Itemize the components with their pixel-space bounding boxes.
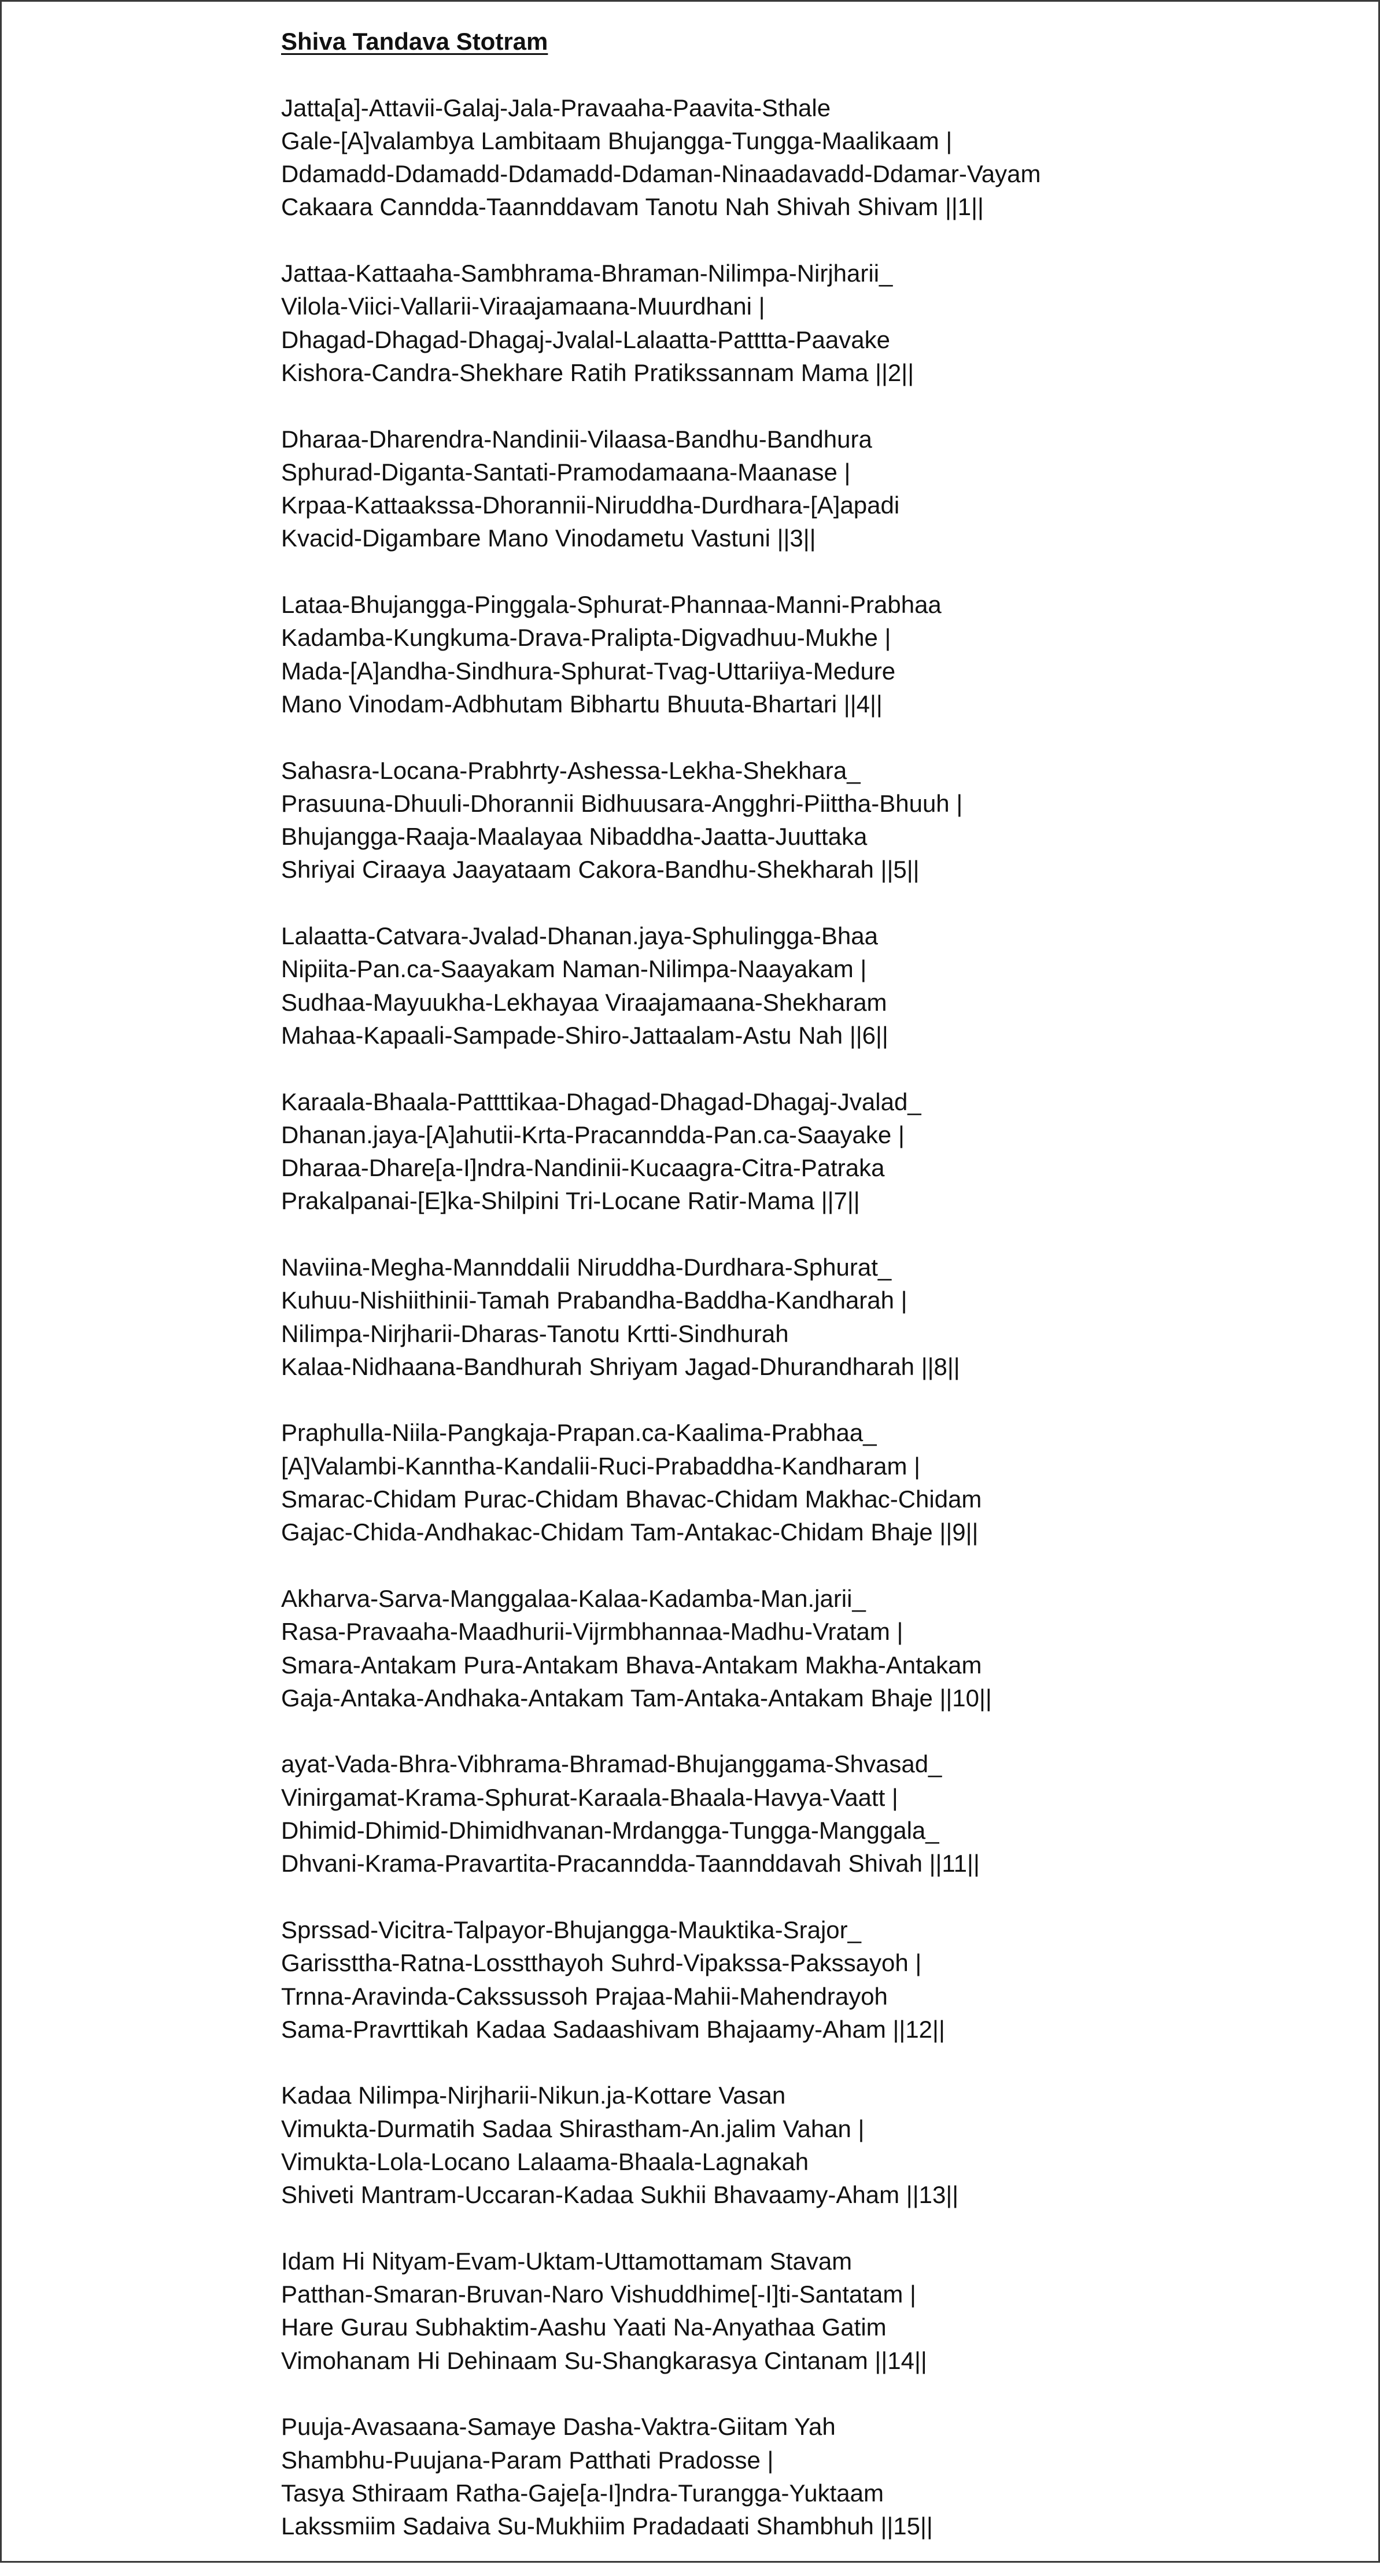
verse-line: Jatta[a]-Attavii-Galaj-Jala-Pravaaha-Paavita-Sthale	[281, 94, 831, 121]
verse-line: Naviina-Megha-Mannddalii Niruddha-Durdhara-Sphurat_	[281, 1253, 892, 1281]
verse-line: Gaja-Antaka-Andhaka-Antakam Tam-Antaka-Antakam Bhaje ||10||	[281, 1684, 992, 1712]
verse-line: Dhvani-Krama-Pravartita-Pracanndda-Taannddavah Shivah ||11||	[281, 1850, 980, 1878]
verse-line: Nilimpa-Nirjharii-Dharas-Tanotu Krtti-Sindhurah	[281, 1320, 789, 1347]
verse-line: Rasa-Pravaaha-Maadhurii-Vijrmbhannaa-Madhu-Vratam |	[281, 1618, 903, 1646]
verse-line: Kuhuu-Nishiithinii-Tamah Prabandha-Baddha-Kandharah |	[281, 1287, 907, 1314]
verse-line: Hare Gurau Subhaktim-Aashu Yaati Na-Anyathaa Gatim	[281, 2313, 887, 2341]
verse-13	[281, 2079, 1357, 2211]
verse-line: Idam Hi Nityam-Evam-Uktam-Uttamottamam Stavam	[281, 2247, 853, 2275]
verse-11	[281, 1747, 1357, 1880]
verse-10	[281, 1582, 1357, 1714]
verse-line: Kalaa-Nidhaana-Bandhurah Shriyam Jagad-Dhurandharah ||8||	[281, 1352, 960, 1380]
verse-line: Smara-Antakam Pura-Antakam Bhava-Antakam Makha-Antakam	[281, 1651, 982, 1679]
verse-line: Trnna-Aravinda-Cakssussoh Prajaa-Mahii-Mahendrayoh	[281, 1982, 888, 2010]
verse-line: Shambhu-Puujana-Param Patthati Pradosse |	[281, 2446, 774, 2474]
verse-line: Ddamadd-Ddamadd-Ddamadd-Ddaman-Ninaadavadd-Ddamar-Vayam	[281, 160, 1041, 188]
verse-line: Shriyai Ciraaya Jaayataam Cakora-Bandhu-Shekharah ||5||	[281, 856, 920, 884]
verse-line: Kadaa Nilimpa-Nirjharii-Nikun.ja-Kottare Vasan	[281, 2082, 786, 2109]
document-body	[281, 25, 1357, 2576]
verse-line: Mahaa-Kapaali-Sampade-Shiro-Jattaalam-Astu Nah ||6||	[281, 1021, 888, 1049]
verse-line: Krpaa-Kattaakssa-Dhorannii-Niruddha-Durdhara-[A]apadi	[281, 491, 900, 519]
verse-line: Smarac-Chidam Purac-Chidam Bhavac-Chidam Makhac-Chidam	[281, 1485, 982, 1513]
verse-line: Praphulla-Niila-Pangkaja-Prapan.ca-Kaalima-Prabhaa_	[281, 1419, 877, 1447]
verse-2	[281, 257, 1357, 389]
verse-line: Puuja-Avasaana-Samaye Dasha-Vaktra-Giitam Yah	[281, 2413, 836, 2441]
verse-5	[281, 754, 1357, 886]
verse-line: Jattaa-Kattaaha-Sambhrama-Bhraman-Nilimpa-Nirjharii_	[281, 260, 893, 287]
verse-line: Vimukta-Lola-Locano Lalaama-Bhaala-Lagnakah	[281, 2148, 809, 2175]
verse-line: Kvacid-Digambare Mano Vinodametu Vastuni ||3||	[281, 524, 816, 552]
verse-line: Sama-Pravrttikah Kadaa Sadaashivam Bhajaamy-Aham ||12||	[281, 2015, 945, 2043]
verse-line: Patthan-Smaran-Bruvan-Naro Vishuddhime[-I]ti-Santatam |	[281, 2281, 916, 2308]
verse-12	[281, 1913, 1357, 2046]
verse-line: Sahasra-Locana-Prabhrty-Ashessa-Lekha-Shekhara_	[281, 756, 861, 784]
verse-line: Dhagad-Dhagad-Dhagaj-Jvalal-Lalaatta-Patttta-Paavake	[281, 326, 890, 353]
verse-line: Vinirgamat-Krama-Sphurat-Karaala-Bhaala-Havya-Vaatt |	[281, 1783, 898, 1811]
verse-line: Gajac-Chida-Andhakac-Chidam Tam-Antakac-Chidam Bhaje ||9||	[281, 1518, 979, 1546]
verse-15	[281, 2410, 1357, 2542]
verse-8	[281, 1251, 1357, 1383]
verse-1	[281, 91, 1357, 224]
verse-4	[281, 588, 1357, 720]
verse-6	[281, 919, 1357, 1052]
verse-line: Bhujangga-Raaja-Maalayaa Nibaddha-Jaatta-Juuttaka	[281, 823, 868, 851]
verse-line: Cakaara Canndda-Taannddavam Tanotu Nah Shivah Shivam ||1||	[281, 193, 984, 221]
verse-line: [A]Valambi-Kanntha-Kandalii-Ruci-Prabaddha-Kandharam |	[281, 1452, 921, 1480]
document-title: Shiva Tandava Stotram	[281, 28, 548, 55]
verse-line: Dharaa-Dhare[a-I]ndra-Nandinii-Kucaagra-Citra-Patraka	[281, 1154, 885, 1182]
verse-line: Vilola-Viici-Vallarii-Viraajamaana-Muurdhani |	[281, 293, 765, 320]
verse-line: Sphurad-Diganta-Santati-Pramodamaana-Maanase |	[281, 458, 851, 486]
verse-line: Lakssmiim Sadaiva Su-Mukhiim Pradadaati Shambhuh ||15||	[281, 2512, 933, 2540]
verse-line: Sprssad-Vicitra-Talpayor-Bhujangga-Mauktika-Srajor_	[281, 1916, 861, 1943]
verse-3	[281, 423, 1357, 555]
verse-line: Prakalpanai-[E]ka-Shilpini Tri-Locane Ratir-Mama ||7||	[281, 1187, 860, 1215]
verse-line: Sudhaa-Mayuukha-Lekhayaa Viraajamaana-Shekharam	[281, 988, 887, 1016]
verse-line: Prasuuna-Dhuuli-Dhorannii Bidhuusara-Angghri-Piittha-Bhuuh |	[281, 789, 963, 817]
verse-line: Vimukta-Durmatih Sadaa Shirastham-An.jalim Vahan |	[281, 2115, 865, 2142]
verse-7	[281, 1085, 1357, 1218]
verse-line: Shiveti Mantram-Uccaran-Kadaa Sukhii Bhavaamy-Aham ||13||	[281, 2181, 959, 2209]
verse-line: Kadamba-Kungkuma-Drava-Pralipta-Digvadhuu-Mukhe |	[281, 624, 891, 652]
verse-line: Mano Vinodam-Adbhutam Bibhartu Bhuuta-Bhartari ||4||	[281, 690, 883, 718]
verse-line: Kishora-Candra-Shekhare Ratih Pratikssannam Mama ||2||	[281, 359, 914, 386]
verse-line: Garissttha-Ratna-Losstthayoh Suhrd-Vipakssa-Pakssayoh |	[281, 1949, 922, 1977]
verse-line: Vimohanam Hi Dehinaam Su-Shangkarasya Cintanam ||14||	[281, 2346, 927, 2374]
verse-line: Karaala-Bhaala-Pattttikaa-Dhagad-Dhagad-Dhagaj-Jvalad_	[281, 1088, 921, 1115]
verse-9	[281, 1416, 1357, 1548]
verse-line: Akharva-Sarva-Manggalaa-Kalaa-Kadamba-Man.jarii_	[281, 1584, 866, 1612]
verse-line: Dhimid-Dhimid-Dhimidhvanan-Mrdangga-Tungga-Manggala_	[281, 1817, 939, 1845]
verse-line: Nipiita-Pan.ca-Saayakam Naman-Nilimpa-Naayakam |	[281, 955, 867, 983]
verse-line: Tasya Sthiraam Ratha-Gaje[a-I]ndra-Turangga-Yuktaam	[281, 2479, 884, 2507]
verse-line: Dharaa-Dharendra-Nandinii-Vilaasa-Bandhu-Bandhura	[281, 425, 872, 453]
verse-line: Dhanan.jaya-[A]ahutii-Krta-Pracanndda-Pan.ca-Saayake |	[281, 1121, 905, 1148]
verse-line: Mada-[A]andha-Sindhura-Sphurat-Tvag-Uttariiya-Medure	[281, 657, 896, 685]
verse-line: Gale-[A]valambya Lambitaam Bhujangga-Tungga-Maalikaam |	[281, 127, 953, 154]
verse-line: Lataa-Bhujangga-Pinggala-Sphurat-Phannaa-Manni-Prabhaa	[281, 591, 942, 619]
verse-line: Lalaatta-Catvara-Jvalad-Dhanan.jaya-Sphulingga-Bhaa	[281, 922, 878, 950]
verse-14	[281, 2245, 1357, 2377]
verse-list	[281, 91, 1357, 2543]
verse-line: ayat-Vada-Bhra-Vibhrama-Bhramad-Bhujanggama-Shvasad_	[281, 1750, 942, 1778]
